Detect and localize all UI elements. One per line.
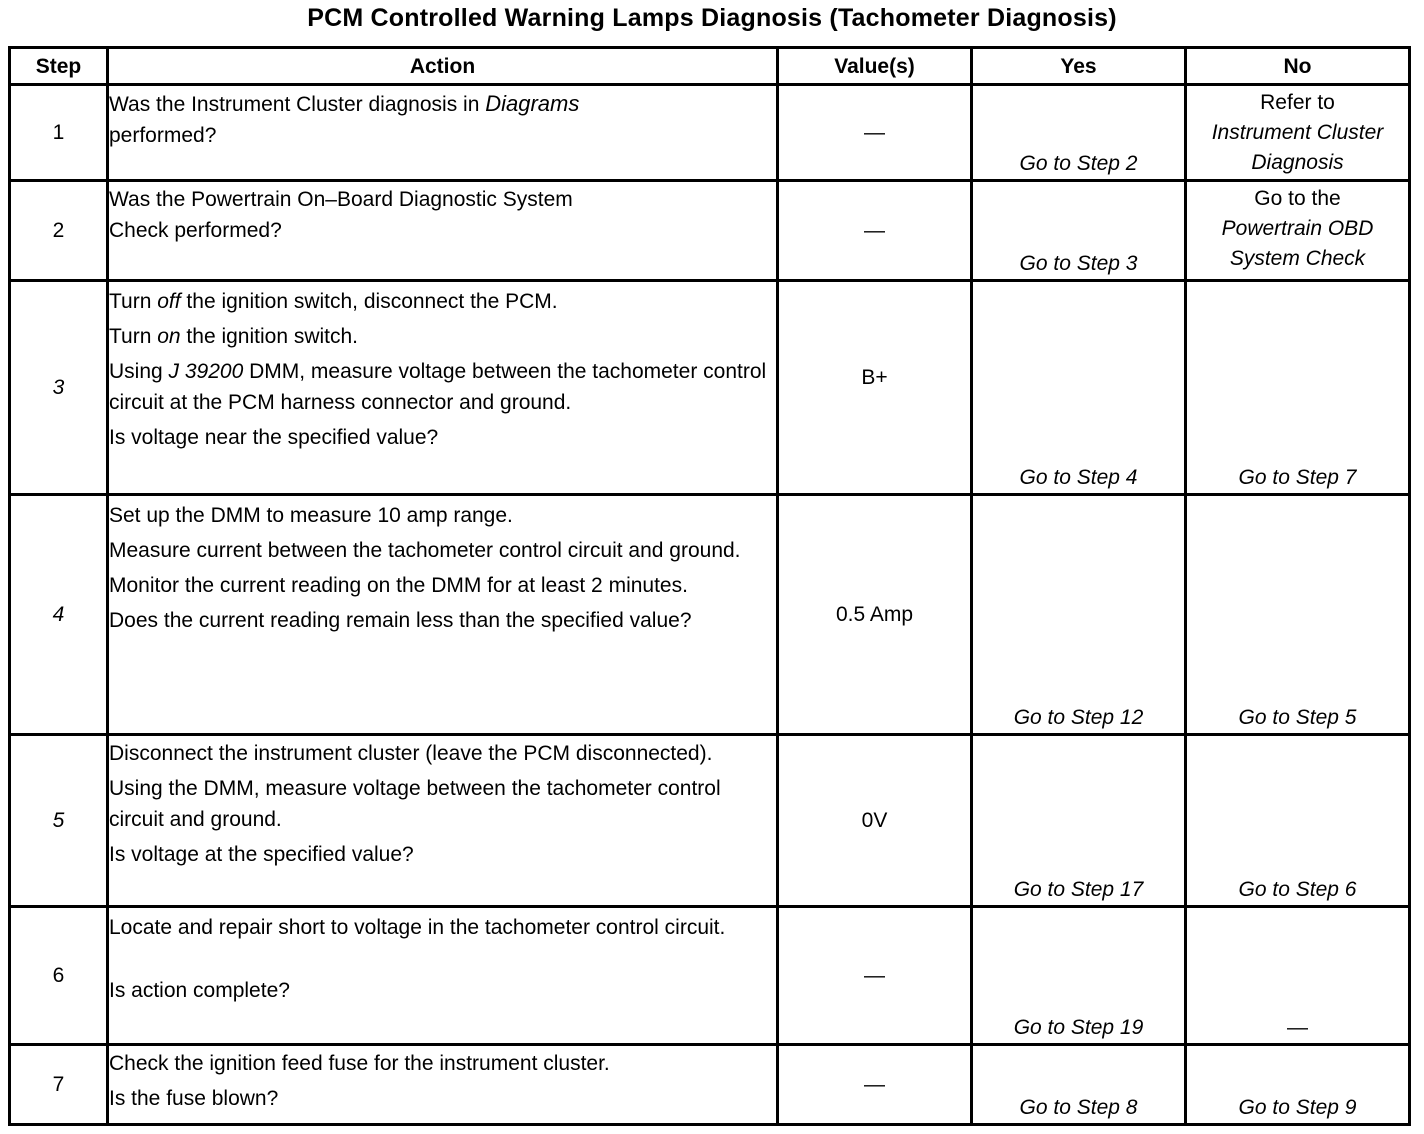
action-italic: J 39200 (168, 360, 244, 383)
action-text: Set up the DMM to measure 10 amp range. (109, 504, 513, 527)
no-cell: Go to Step 7 (1186, 281, 1410, 495)
no-text: Refer to (1260, 91, 1335, 114)
yes-cell: Go to Step 4 (972, 281, 1186, 495)
action-text: Using (109, 360, 169, 383)
action-text: Was the Instrument Cluster diagnosis in (109, 93, 486, 116)
action-text: Using the DMM, measure voltage between the tachometer control circuit and ground. (109, 777, 721, 831)
value-cell: — (778, 907, 972, 1045)
no-text: Powertrain OBD (1221, 217, 1374, 240)
action-italic: Diagrams (485, 91, 580, 116)
header-action: Action (108, 48, 778, 85)
action-text: Disconnect the instrument cluster (leave the PCM disconnected). (109, 742, 713, 765)
value-cell: — (778, 181, 972, 281)
value-cell: — (778, 85, 972, 181)
table-row (10, 735, 1410, 907)
table-row (10, 907, 1410, 1045)
action-text: Check performed? (109, 219, 282, 242)
step-number: 4 (10, 495, 108, 735)
no-text: Go to the (1254, 187, 1341, 210)
action-text: Turn (109, 325, 158, 348)
step-number: 5 (10, 735, 108, 907)
action-text: performed? (109, 124, 217, 147)
value-cell: B+ (778, 281, 972, 495)
action-cell (108, 85, 778, 181)
no-cell: Go to Step 6 (1186, 735, 1410, 907)
action-text: the ignition switch. (180, 325, 359, 348)
yes-cell: Go to Step 12 (972, 495, 1186, 735)
no-cell (1186, 85, 1410, 181)
action-italic: on (157, 325, 181, 348)
step-number: 1 (10, 85, 108, 181)
yes-cell: Go to Step 2 (972, 85, 1186, 181)
document-title: PCM Controlled Warning Lamps Diagnosis (Tachometer Diagnosis) (307, 4, 1117, 32)
step-number: 2 (10, 181, 108, 281)
action-italic: off (157, 290, 181, 313)
action-text: Monitor the current reading on the DMM for at least 2 minutes. (109, 574, 688, 597)
table-row (10, 495, 1410, 735)
yes-cell: Go to Step 19 (972, 907, 1186, 1045)
action-cell (108, 735, 778, 907)
header-yes: Yes (972, 48, 1186, 85)
action-text: Is voltage near the specified value? (109, 426, 439, 449)
no-text: Instrument Cluster (1211, 121, 1384, 144)
action-cell (108, 1045, 778, 1125)
value-cell: 0V (778, 735, 972, 907)
action-text: the ignition switch, disconnect the PCM. (180, 290, 558, 313)
action-text: Is the fuse blown? (109, 1087, 279, 1110)
action-text: Was the Powertrain On–Board Diagnostic System (109, 188, 573, 211)
yes-cell: Go to Step 17 (972, 735, 1186, 907)
action-text: DMM, measure voltage between the tachometer control circuit at the PCM harness connector and ground. (109, 360, 767, 414)
action-text: Check the ignition feed fuse for the instrument cluster. (109, 1052, 610, 1075)
header-no: No (1186, 48, 1410, 85)
action-cell (108, 181, 778, 281)
no-cell (1186, 181, 1410, 281)
yes-cell: Go to Step 3 (972, 181, 1186, 281)
step-number: 3 (10, 281, 108, 495)
table-row (10, 1045, 1410, 1125)
action-cell (108, 281, 778, 495)
action-text: Measure current between the tachometer control circuit and ground. (109, 539, 741, 562)
no-cell: — (1186, 907, 1410, 1045)
step-number: 7 (10, 1045, 108, 1125)
step-number: 6 (10, 907, 108, 1045)
no-cell: Go to Step 5 (1186, 495, 1410, 735)
value-cell: — (778, 1045, 972, 1125)
action-text: Is voltage at the specified value? (109, 843, 414, 866)
header-step: Step (10, 48, 108, 85)
action-cell (108, 495, 778, 735)
action-text: Locate and repair short to voltage in the tachometer control circuit. (109, 916, 726, 939)
no-cell: Go to Step 9 (1186, 1045, 1410, 1125)
action-cell (108, 907, 778, 1045)
header-row (10, 48, 1410, 85)
action-text: Is action complete? (109, 979, 290, 1002)
yes-cell: Go to Step 8 (972, 1045, 1186, 1125)
table-row (10, 181, 1410, 281)
value-cell: 0.5 Amp (778, 495, 972, 735)
table-row (10, 85, 1410, 181)
action-text: Turn (109, 290, 158, 313)
no-text: Diagnosis (1251, 151, 1344, 174)
diagnosis-table (8, 46, 1411, 1126)
no-text: System Check (1229, 247, 1366, 270)
header-values: Value(s) (778, 48, 972, 85)
table-row (10, 281, 1410, 495)
action-text: Does the current reading remain less than the specified value? (109, 609, 692, 632)
